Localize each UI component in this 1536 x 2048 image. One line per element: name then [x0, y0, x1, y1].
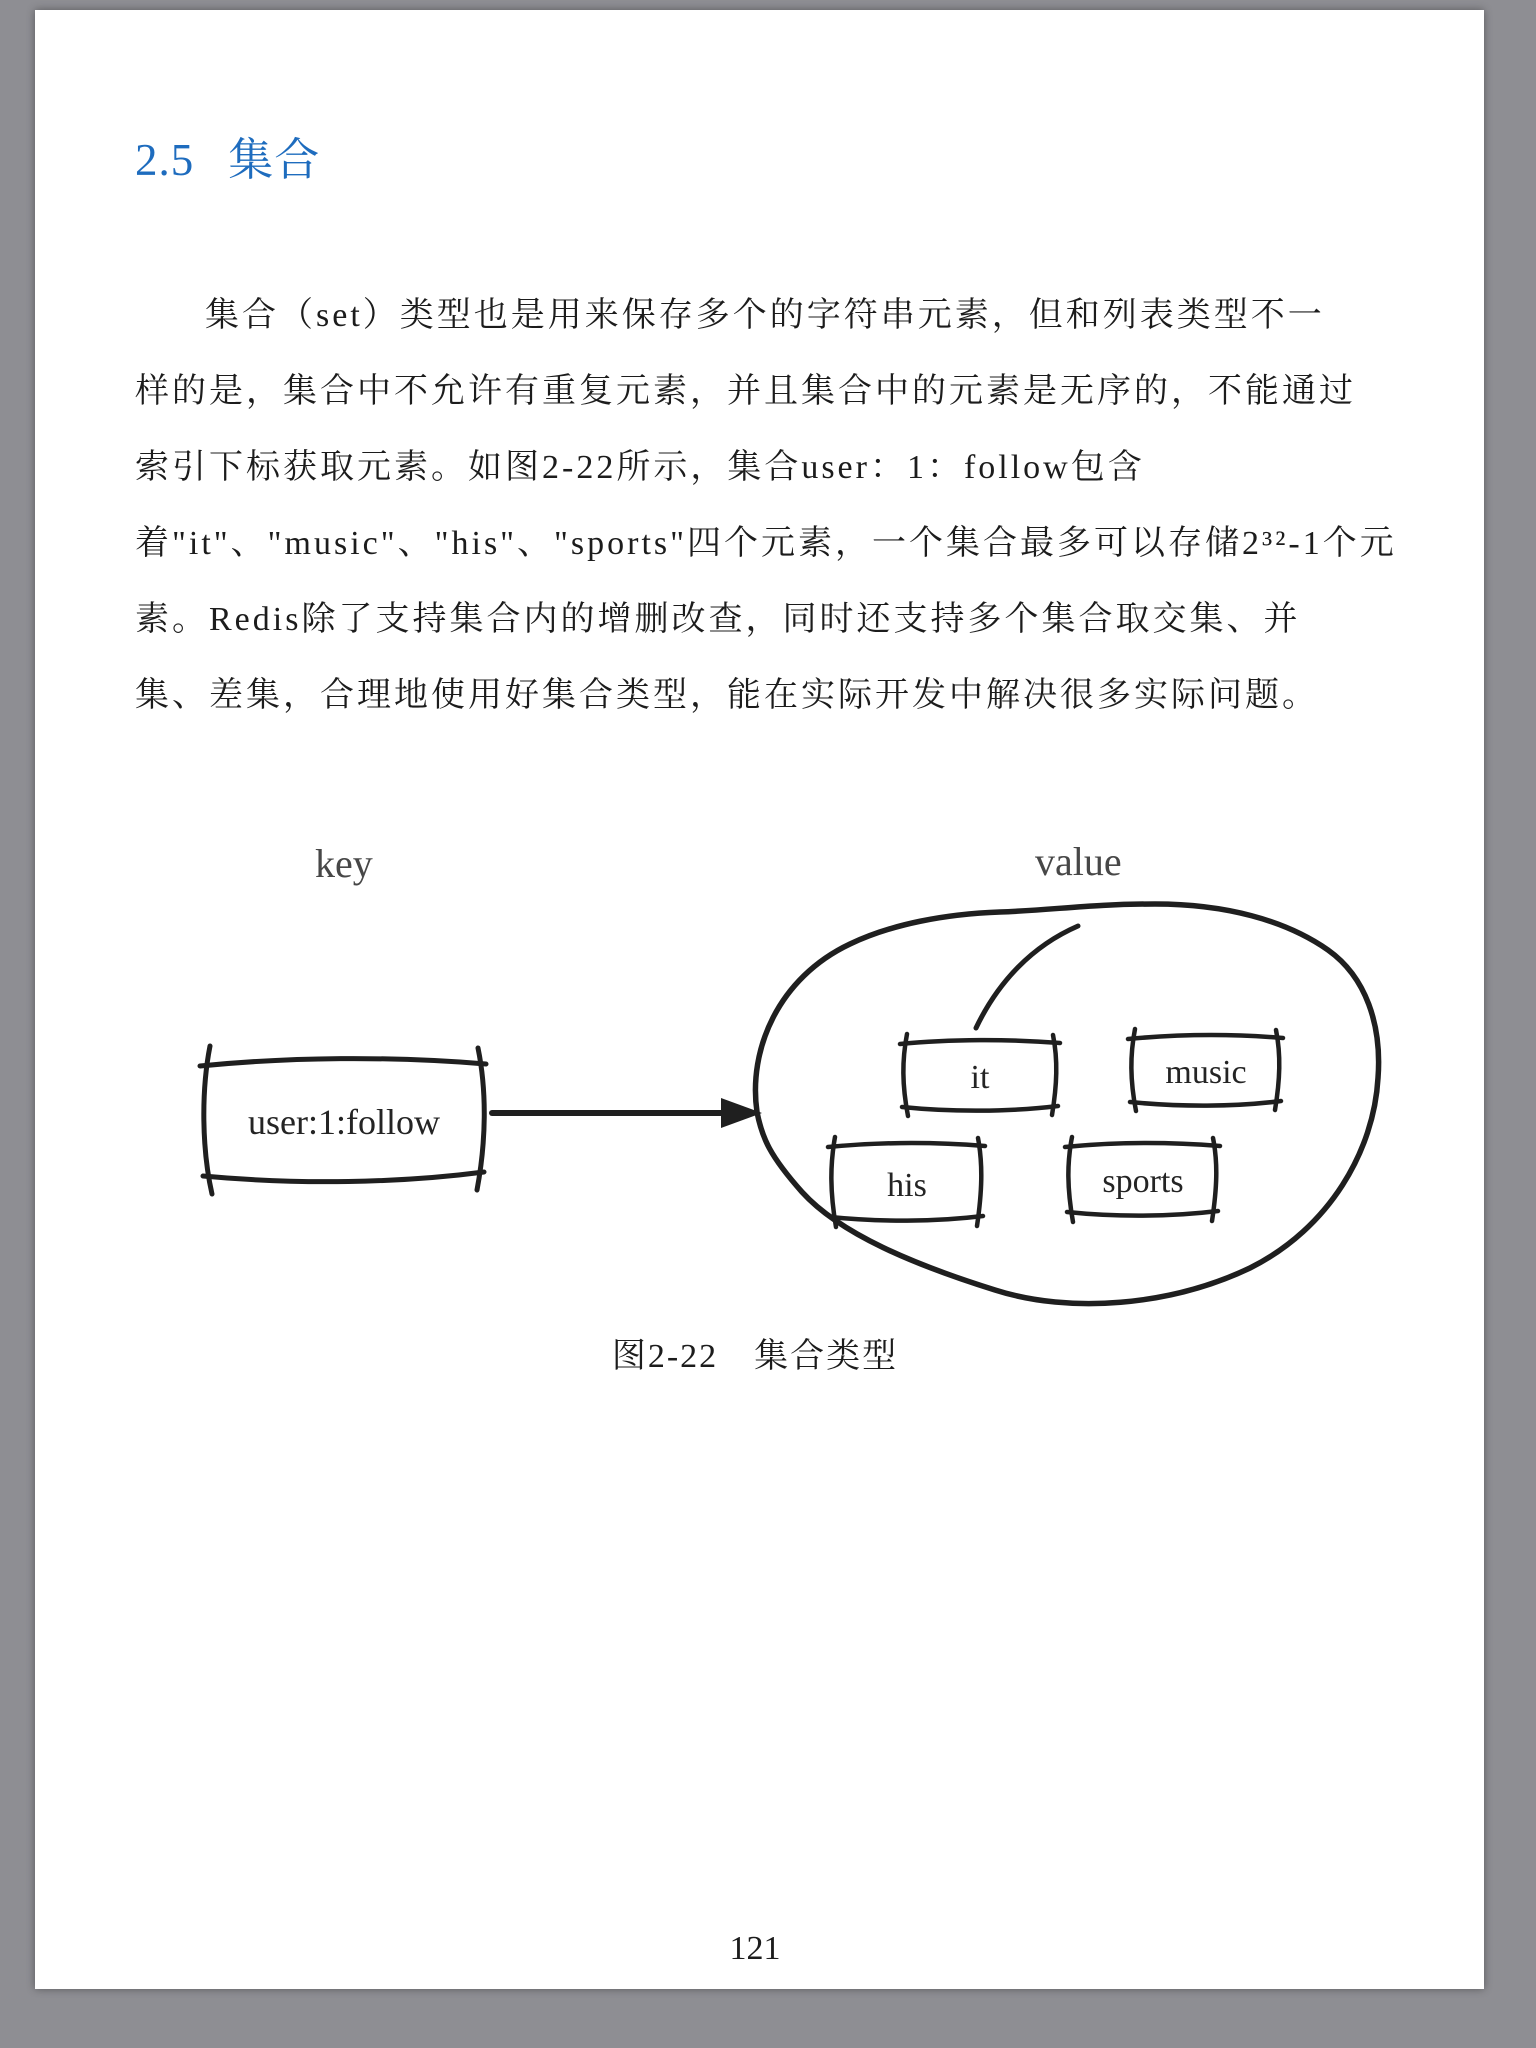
set-blob-sketch [755, 904, 1378, 1304]
body-paragraph [135, 278, 1397, 734]
paragraph-line: 集、差集，合理地使用好集合类型，能在实际开发中解决很多实际问题。 [135, 677, 1319, 714]
paragraph-line: 集合（set）类型也是用来保存多个的字符串元素，但和列表类型不一 [205, 297, 1325, 334]
member-box-it [900, 1034, 1060, 1116]
section-title: 集合 [228, 135, 321, 185]
figure-2-22 [150, 820, 1400, 1340]
member-label: sports [1102, 1163, 1184, 1200]
member-label: music [1165, 1054, 1247, 1091]
paragraph-line: 着"it"、"music"、"his"、"sports"四个元素，一个集合最多可以存储2³²-1个元 [135, 525, 1397, 562]
page-number: 121 [729, 1930, 781, 1967]
member-label: his [887, 1167, 927, 1204]
paragraph-line: 样的是，集合中不允许有重复元素，并且集合中的元素是无序的，不能通过 [135, 373, 1356, 410]
paragraph-line: 索引下标获取元素。如图2-22所示，集合user：1：follow包含 [135, 449, 1145, 486]
key-box-label: user:1:follow [248, 1102, 440, 1142]
member-box-music [1128, 1029, 1283, 1111]
member-box-his [828, 1137, 985, 1227]
figure-caption: 图2-22 集合类型 [611, 1338, 899, 1375]
member-label: it [970, 1059, 990, 1096]
value-column-label: value [1035, 839, 1122, 884]
section-heading [135, 132, 320, 188]
member-box-sports [1065, 1137, 1220, 1222]
paragraph-line: 素。Redis除了支持集合内的增删改查，同时还支持多个集合取交集、并 [135, 601, 1301, 638]
section-number: 2.5 [135, 135, 195, 185]
arrow-icon [492, 1098, 762, 1128]
key-column-label: key [315, 841, 373, 886]
book-page [35, 10, 1484, 1989]
